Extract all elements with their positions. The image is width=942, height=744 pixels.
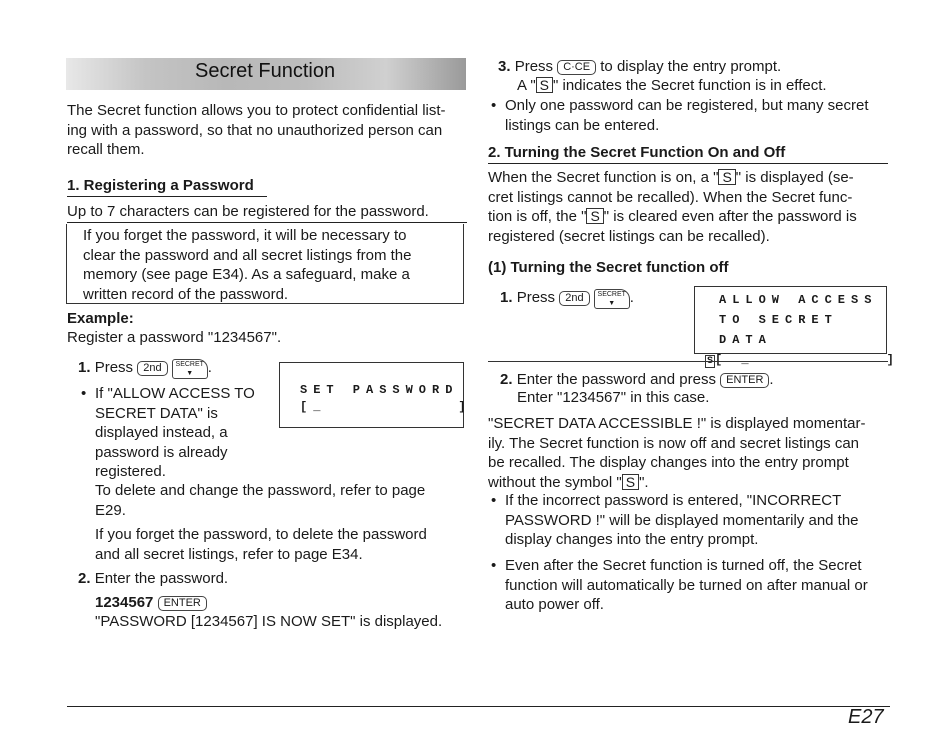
secret-s-symbol: S — [718, 169, 735, 185]
password-entry: 1234567 ENTER — [95, 594, 207, 611]
key-2nd[interactable]: 2nd — [137, 361, 167, 376]
section-heading-registering: 1. Registering a Password — [67, 177, 267, 197]
secret-s-symbol: S — [622, 474, 639, 490]
delete-text: To delete and change the password, refer to page E29. — [95, 482, 426, 519]
step2-sub: Enter "1234567" in this case. — [517, 389, 710, 406]
key-cce[interactable]: C·CE — [557, 60, 596, 75]
key-enter[interactable]: ENTER — [158, 596, 207, 611]
password-set-msg: "PASSWORD [1234567] IS NOW SET" is displayed. — [95, 613, 443, 630]
section2-paragraph: When the Secret function is on, a " S " is displayed (se- cret listings cannot be recalled). When the Secret func- tion is off, the " S " is cleared even after the password is registered (secret listings can be recalled). — [488, 169, 857, 245]
bullet-incorrect: • If the incorrect password is entered, "INCORRECT PASSWORD !" will be displayed momentarily and the display changes into the entry prompt. — [505, 491, 890, 550]
step2-right: 2. Enter the password and press ENTER . — [500, 371, 774, 388]
key-secret[interactable]: SECRET ▼ — [172, 359, 208, 379]
secret-s-symbol: S — [586, 208, 603, 224]
accessible-paragraph: "SECRET DATA ACCESSIBLE !" is displayed momentar- ily. The Secret function is now off and secret listings can be recalled. The display changes into the entry prompt without the symbol " S ". — [488, 415, 866, 491]
intro-paragraph: The Secret function allows you to protect confidential list- ing with a password, so that no unauthorized person can recall them. — [67, 102, 446, 158]
lcd-allow-access: ALLOW ACCESS TO SECRET DATA S [ _ ] — [694, 286, 887, 354]
forget-text: If you forget the password, to delete the password and all secret listings, refer to page E34. — [95, 526, 427, 563]
password-limit-text: Up to 7 characters can be registered for the password. — [67, 203, 429, 220]
lcd-set-password: SET PASSWORD [_ ] — [279, 362, 464, 428]
section-heading-on-off: 2. Turning the Secret Function On and Off — [488, 144, 888, 164]
note-box: If you forget the password, it will be necessary to clear the password and all secret listings from the memory (see page E34). As a safeguard, make a written record of the password. — [66, 224, 464, 304]
example-label: Example: — [67, 310, 134, 327]
key-secret[interactable]: SECRET ▼ — [594, 289, 630, 309]
key-enter[interactable]: ENTER — [720, 373, 769, 388]
key-2nd[interactable]: 2nd — [559, 291, 589, 306]
step2-left: 2. Enter the password. — [78, 570, 229, 587]
secret-s-symbol: S — [707, 356, 714, 367]
step3-right: 3. Press C·CE to display the entry prompt. — [498, 58, 782, 75]
divider — [488, 361, 888, 362]
indicates-text: A " S " indicates the Secret function is in effect. — [517, 77, 827, 94]
bullet-only-one: • Only one password can be registered, but many secret listings can be entered. — [505, 96, 890, 135]
secret-s-symbol: S — [536, 77, 553, 93]
bullet-even-after: • Even after the Secret function is turned off, the Secret function will automatically be turned on after manual or auto power off. — [505, 556, 890, 615]
page-title: Secret Function — [195, 60, 336, 82]
step1-right: 1. Press 2nd SECRET ▼ . — [500, 289, 634, 307]
subheading-turning-off: (1) Turning the Secret function off — [488, 259, 729, 276]
page-number: E27 — [848, 706, 884, 728]
example-text: Register a password "1234567". — [67, 329, 282, 346]
step1-left: 1. Press 2nd SECRET ▼ . — [78, 359, 212, 377]
divider — [67, 222, 467, 223]
bullet-allow-access: • If "ALLOW ACCESS TO SECRET DATA" is displayed instead, a password is already registered. — [95, 384, 275, 482]
footer-rule — [67, 706, 890, 707]
